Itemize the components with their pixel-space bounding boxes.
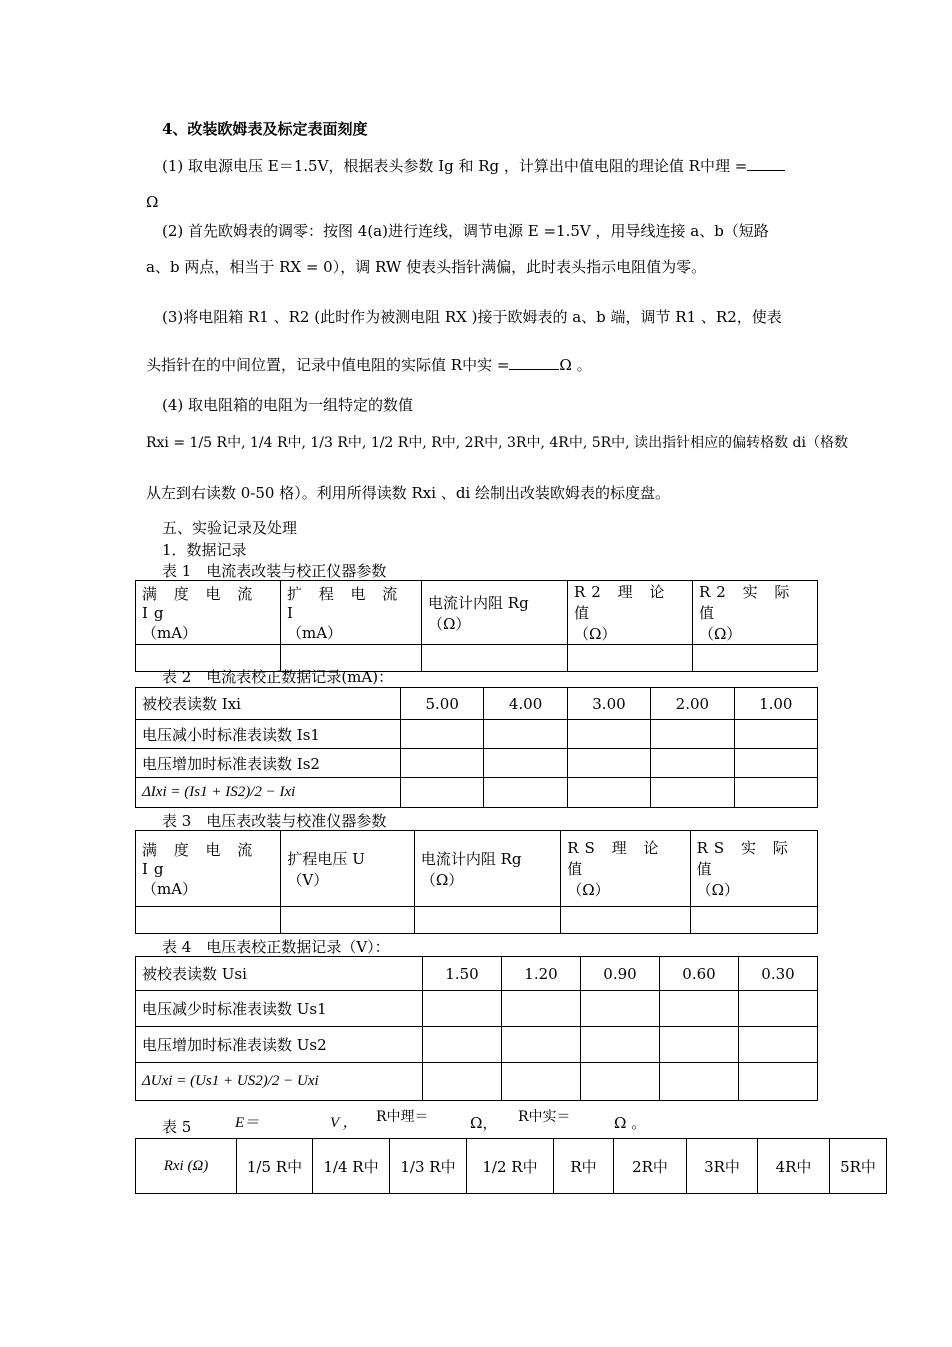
table-cell: 0.60 bbox=[660, 957, 739, 991]
table-cell bbox=[422, 645, 568, 672]
section5-heading: 五、实验记录及处理 bbox=[162, 519, 298, 537]
table5 bbox=[135, 1138, 887, 1194]
table-cell: R2 理 论 值 （Ω） bbox=[568, 581, 693, 645]
table-cell bbox=[567, 778, 650, 808]
paragraph-1 bbox=[162, 155, 785, 176]
table-cell bbox=[734, 720, 817, 749]
table-cell bbox=[567, 720, 650, 749]
table-cell bbox=[561, 907, 690, 934]
table-row bbox=[136, 1027, 818, 1063]
table-cell bbox=[734, 778, 817, 808]
paragraph-3-line2 bbox=[146, 354, 592, 375]
table-cell bbox=[734, 749, 817, 778]
table-cell bbox=[401, 720, 484, 749]
table-cell: 电流计内阻 Rg （Ω） bbox=[414, 831, 560, 907]
answer-blank bbox=[747, 156, 785, 171]
table-row-label: Rxi (Ω) bbox=[136, 1139, 237, 1194]
table-row bbox=[136, 778, 818, 808]
table-row bbox=[136, 749, 818, 778]
table-cell: 4.00 bbox=[484, 688, 567, 720]
section4-heading: 4、改装欧姆表及标定表面刻度 bbox=[162, 120, 368, 138]
table-cell: 2.00 bbox=[651, 688, 734, 720]
table-cell: 1.00 bbox=[734, 688, 817, 720]
table3-caption: 表 3 电压表改装与校准仪器参数 bbox=[162, 812, 387, 830]
table-row-label: 被校表读数 Ixi bbox=[136, 688, 401, 720]
table1-caption: 表 1 电流表改装与校正仪器参数 bbox=[162, 562, 387, 580]
table-cell bbox=[581, 1027, 660, 1063]
table-cell bbox=[739, 1027, 818, 1063]
table-cell: 0.90 bbox=[581, 957, 660, 991]
table5-r-actual-label: R中实＝ bbox=[518, 1109, 571, 1125]
table-cell bbox=[739, 991, 818, 1027]
table-cell bbox=[690, 907, 817, 934]
table-cell bbox=[651, 749, 734, 778]
table-cell: 1.50 bbox=[423, 957, 502, 991]
table-cell: 扩 程 电 流 I （mA） bbox=[281, 581, 422, 645]
table-cell bbox=[401, 749, 484, 778]
table-row bbox=[136, 991, 818, 1027]
table-cell: 1/3 R中 bbox=[390, 1139, 467, 1194]
table-cell: 扩程电压 U （V） bbox=[281, 831, 414, 907]
table5-r-theory-unit: Ω， bbox=[470, 1114, 498, 1132]
table-cell bbox=[581, 991, 660, 1027]
table-row-label: 电压减小时标准表读数 Is1 bbox=[136, 720, 401, 749]
table-cell: 5.00 bbox=[401, 688, 484, 720]
table-row bbox=[136, 1139, 887, 1194]
table-cell: 2R中 bbox=[614, 1139, 687, 1194]
table-cell bbox=[136, 907, 281, 934]
table-row-label: 被校表读数 Usi bbox=[136, 957, 423, 991]
table-cell: 1/4 R中 bbox=[313, 1139, 390, 1194]
answer-blank bbox=[509, 355, 559, 370]
table-cell bbox=[581, 1063, 660, 1101]
table5-e-label: E＝ bbox=[235, 1115, 260, 1131]
table-cell: 1.20 bbox=[502, 957, 581, 991]
section5-subheading: 1．数据记录 bbox=[162, 541, 247, 559]
table-row bbox=[136, 957, 818, 991]
table-cell bbox=[567, 749, 650, 778]
table-cell bbox=[660, 1027, 739, 1063]
table-cell: 满 度 电 流 Ig （mA） bbox=[136, 831, 281, 907]
table-cell bbox=[484, 749, 567, 778]
table-cell bbox=[502, 991, 581, 1027]
table-cell: RS 理 论 值 （Ω） bbox=[561, 831, 690, 907]
table4-caption: 表 4 电压表校正数据记录（V）： bbox=[162, 938, 390, 956]
table-row-label: ΔIxi = (Is1 + IS2)/2 − Ixi bbox=[136, 778, 401, 808]
table5-e-unit: V ， bbox=[330, 1115, 358, 1131]
paragraph-4-line3: 从左到右读数 0-50 格）。利用所得读数 Rxi 、di 绘制出改装欧姆表的标度盘。 bbox=[146, 484, 670, 502]
table-cell bbox=[423, 1063, 502, 1101]
table-row bbox=[136, 581, 818, 645]
table-cell: 3.00 bbox=[567, 688, 650, 720]
table-row bbox=[136, 720, 818, 749]
paragraph-1-unit: Ω bbox=[146, 193, 159, 211]
table2 bbox=[135, 687, 818, 808]
table-cell bbox=[660, 991, 739, 1027]
paragraph-2-line2: a、b 两点，相当于 RX = 0），调 RW 使表头指针满偏，此时表头指示电阻值为零。 bbox=[146, 258, 707, 276]
table-cell bbox=[484, 720, 567, 749]
paragraph-3-text: 头指针在的中间位置，记录中值电阻的实际值 R中实 = bbox=[146, 356, 510, 374]
table-cell: 5R中 bbox=[830, 1139, 887, 1194]
table-cell bbox=[484, 778, 567, 808]
table1 bbox=[135, 580, 818, 672]
table-row bbox=[136, 831, 818, 907]
paragraph-1-text: (1) 取电源电压 E＝1.5V，根据表头参数 Ig 和 Rg ，计算出中值电阻的理论值 R中理 = bbox=[162, 157, 748, 175]
table-cell bbox=[739, 1063, 818, 1101]
table-row-label: 电压增加时标准表读数 Us2 bbox=[136, 1027, 423, 1063]
table-cell: 0.30 bbox=[739, 957, 818, 991]
table-cell: 1/2 R中 bbox=[467, 1139, 554, 1194]
table-cell: 满 度 电 流 Ig （mA） bbox=[136, 581, 281, 645]
table-cell bbox=[423, 1027, 502, 1063]
table-cell bbox=[693, 645, 818, 672]
table-cell bbox=[502, 1027, 581, 1063]
paragraph-2-line1: (2) 首先欧姆表的调零：按图 4(a)进行连线，调节电源 E =1.5V ，用导线连接 a、b（短路 bbox=[162, 222, 769, 240]
table-row-label: 电压减少时标准表读数 Us1 bbox=[136, 991, 423, 1027]
table-cell bbox=[651, 778, 734, 808]
table-cell bbox=[660, 1063, 739, 1101]
paragraph-3-unit: Ω 。 bbox=[559, 356, 592, 374]
table-cell: 电流计内阻 Rg （Ω） bbox=[422, 581, 568, 645]
table-cell: RS 实 际 值 （Ω） bbox=[690, 831, 817, 907]
table-cell bbox=[568, 645, 693, 672]
table-cell bbox=[414, 907, 560, 934]
table-cell: 1/5 R中 bbox=[237, 1139, 313, 1194]
table-row-label: ΔUxi = (Us1 + US2)/2 − Uxi bbox=[136, 1063, 423, 1101]
table2-caption: 表 2 电流表校正数据记录(mA)： bbox=[162, 668, 394, 686]
table-cell bbox=[423, 991, 502, 1027]
table-cell bbox=[651, 720, 734, 749]
paragraph-4-formula: Rxi = 1/5 R中, 1/4 R中, 1/3 R中, 1/2 R中, R中, 2R中, 3R中, 4R中, 5R中, 读出指针相应的偏转格数 di（格数 bbox=[146, 435, 848, 451]
table-cell bbox=[401, 778, 484, 808]
table-cell: R2 实 际 值 （Ω） bbox=[693, 581, 818, 645]
paragraph-3-line1: (3)将电阻箱 R1 、R2 (此时作为被测电阻 RX )接于欧姆表的 a、b 端，调节 R1 、R2，使表 bbox=[162, 308, 782, 326]
table-cell: 3R中 bbox=[687, 1139, 758, 1194]
table-cell: 4R中 bbox=[758, 1139, 830, 1194]
table-cell bbox=[502, 1063, 581, 1101]
table5-r-actual-unit: Ω 。 bbox=[614, 1114, 647, 1132]
table-row-label: 电压增加时标准表读数 Is2 bbox=[136, 749, 401, 778]
table-row bbox=[136, 1063, 818, 1101]
table5-r-theory-label: R中理＝ bbox=[376, 1109, 429, 1125]
paragraph-4-line1: (4) 取电阻箱的电阻为一组特定的数值 bbox=[162, 396, 414, 414]
table-row bbox=[136, 907, 818, 934]
table5-caption: 表 5 bbox=[162, 1118, 192, 1136]
table-cell bbox=[281, 907, 414, 934]
table-cell: R中 bbox=[554, 1139, 614, 1194]
table4 bbox=[135, 956, 818, 1101]
table3 bbox=[135, 830, 818, 934]
table-row bbox=[136, 688, 818, 720]
